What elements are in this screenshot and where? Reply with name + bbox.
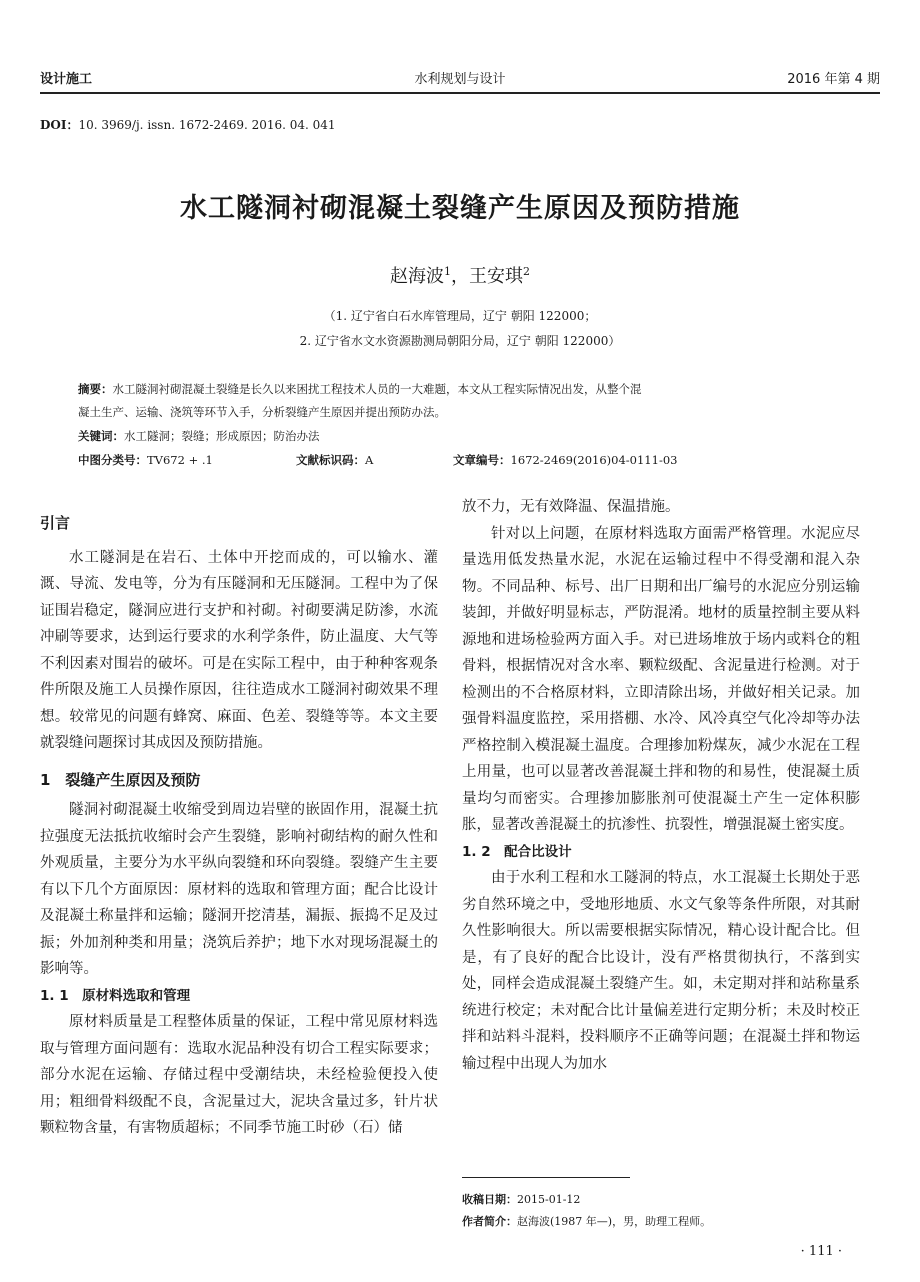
intro-paragraph: 水工隧洞是在岩石、土体中开挖而成的，可以输水、灌溉、导流、发电等，分为有压隧洞和无压隧洞。工程中为了保证围岩稳定，隧洞应进行支护和衬砌。衬砌要满足防渗，水流冲刷等要求，达到运行要求的水利学条件，防止温度、大气等不利因素对围岩的破坏。可是在实际工程中，由于种种客观条件所限及施工人员操作原因，往往造成水工隧洞衬砌效果不理想。较常见的问题有蜂窝、麻面、色差、裂缝等等。本文主要就裂缝问题探讨其成因及预防措施。 (40, 549, 438, 751)
page-number: · 111 · (800, 1244, 842, 1259)
intro-heading: 引言 (40, 514, 71, 532)
author-2: 王安琪 (469, 266, 523, 287)
author-1: 赵海波 (390, 266, 444, 287)
footnote-received (462, 1191, 580, 1207)
subsection-1-2-heading: 1. 2 配合比设计 (462, 843, 572, 860)
clc-value: TV672 + .1 (147, 453, 213, 467)
doc-value: A (365, 453, 374, 467)
abstract-line-2 (78, 401, 842, 424)
section-1-paragraph: 隧洞衬砌混凝土收缩受到周边岩壁的嵌固作用，混凝土抗拉强度无法抵抗收缩时会产生裂缝，影响衬砌结构的耐久性和外观质量，主要分为水平纵向裂缝和环向裂缝。裂缝产生主要有以下几个方面原因：原材料的选取和管理方面；配合比设计及混凝土称量拌和运输；隧洞开挖清基，漏振、振捣不足及过振；外加剂种类和用量；浇筑后养护；地下水对现场混凝土的影响等。 (40, 802, 438, 977)
header-rule (40, 92, 880, 94)
right-column (462, 494, 860, 1077)
abstract-text-2: 凝土生产、运输、浇筑等环节入手，分析裂缝产生原因并提出预防办法。 (78, 405, 446, 419)
received-value: 2015-01-12 (517, 1193, 581, 1206)
author-bio-value: 赵海波(1987 年—)，男，助理工程师。 (517, 1215, 712, 1228)
article-number (453, 452, 677, 468)
running-header (40, 68, 880, 92)
author-line (40, 262, 880, 288)
left-column (40, 510, 438, 1142)
abstract (78, 378, 842, 424)
author-separator: ， (451, 266, 469, 287)
clc-code (78, 452, 213, 468)
material-management-paragraph: 针对以上问题，在原材料选取方面需严格管理。水泥应尽量选用低发热量水泥，水泥在运输过程中不得受潮和混入杂物。不同品种、标号、出厂日期和出厂编号的水泥应分别运输装卸，并做好明显标志，严防混淆。地材的质量控制主要从料源地和进场检验两方面入手。对已进场堆放于场内或料仓的粗骨料，根据情况对含水率、颗粒级配、含泥量进行检测。对于检测出的不合格原材料，立即清除出场，并做好相关记录。加强骨料温度监控，采用搭棚、水冷、风冷真空气化冷却等办法严格控制入模混凝土温度。合理掺加粉煤灰，减少水泥在工程上用量，也可以显著改善混凝土拌和物的和易性，使混凝土质量均匀而密实。合理掺加膨胀剂可使混凝土产生一定体积膨胀，显著改善混凝土的抗渗性、抗裂性，增强混凝土密实度。 (462, 525, 860, 833)
header-section: 设计施工 (40, 72, 93, 87)
received-label: 收稿日期： (462, 1193, 517, 1206)
footnote-rule (462, 1177, 630, 1178)
article-number-value: 1672-2469(2016)04-0111-03 (510, 453, 678, 467)
doi-label: DOI： (40, 118, 79, 132)
section-1-heading: 1 裂缝产生原因及预防 (40, 770, 201, 789)
abstract-text-1: 水工隧洞衬砌混凝土裂缝是长久以来困扰工程技术人员的一大难题，本文从工程实际情况出发，从整个混 (112, 382, 642, 396)
subsection-1-1-heading: 1. 1 原材料选取和管理 (40, 987, 191, 1004)
abstract-line-1 (78, 378, 842, 401)
author-bio-label: 作者简介： (462, 1215, 517, 1228)
continued-paragraph: 放不力，无有效降温、保温措施。 (462, 499, 680, 515)
keywords (78, 428, 842, 444)
affiliation-1: （1. 辽宁省白石水库管理局，辽宁 朝阳 122000； (323, 309, 597, 323)
footnote-author-bio (462, 1213, 711, 1229)
paper-title: 水工隧洞衬砌混凝土裂缝产生原因及预防措施 (180, 193, 740, 224)
subsection-1-1-paragraph: 原材料质量是工程整体质量的保证，工程中常见原材料选取与管理方面问题有：选取水泥品种没有切合工程实际要求；部分水泥在运输、存储过程中受潮结块，未经检验便投入使用；粗细骨料级配不良，含泥量过大，泥块含量过多，针片状颗粒物含量，有害物质超标；不同季节施工时砂（石）储 (40, 1014, 438, 1136)
subsection-1-2-paragraph: 由于水利工程和水工隧洞的特点，水工混凝土长期处于恶劣自然环境之中，受地形地质、水文气象等条件所限，对其耐久性影响很大。所以需要根据实际情况，精心设计配合比。但是，有了良好的配合比设计，没有严格贯彻执行，不落到实处，同样会造成混凝土裂缝产生。如，未定期对拌和站称量系统进行校定；未对配合比计量偏差进行定期分析；未及时校正拌和站料斗混料，投料顺序不正确等问题；在混凝土拌和物运输过程中出现人为加水 (462, 870, 860, 1072)
header-journal: 水利规划与设计 (414, 72, 506, 87)
doi-value: 10. 3969/j. issn. 1672-2469. 2016. 04. 041 (78, 118, 336, 132)
doi-line (40, 116, 336, 133)
article-number-label: 文章编号： (453, 453, 511, 467)
keywords-label: 关键词： (78, 429, 124, 443)
abstract-label: 摘要： (78, 382, 113, 396)
affiliation-2: 2. 辽宁省水文水资源勘测局朝阳分局，辽宁 朝阳 122000） (299, 334, 621, 348)
doc-code (296, 452, 373, 468)
header-issue: 2016 年第 4 期 (787, 72, 880, 87)
clc-label: 中图分类号： (78, 453, 147, 467)
doc-label: 文献标识码： (296, 453, 365, 467)
keywords-value: 水工隧洞；裂缝；形成原因；防治办法 (124, 429, 320, 443)
author-1-affil-mark: 1 (444, 265, 451, 278)
author-2-affil-mark: 2 (523, 265, 530, 278)
